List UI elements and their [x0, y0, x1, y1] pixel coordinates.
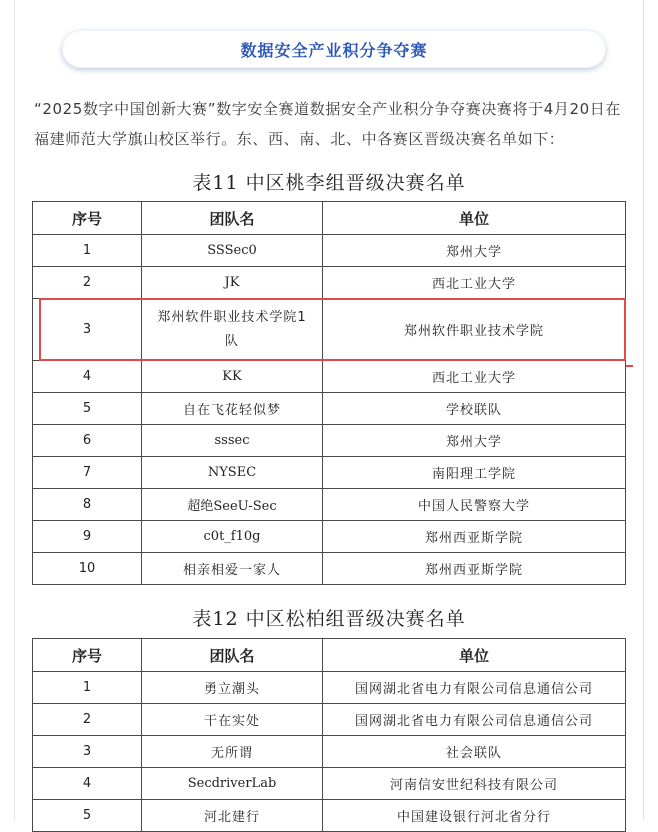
cell-index: 2 — [33, 267, 142, 299]
table1 — [32, 201, 626, 585]
highlight-marker — [626, 365, 633, 367]
cell-unit: 学校联队 — [323, 393, 626, 425]
cell-unit: 郑州大学 — [323, 425, 626, 457]
table-row — [33, 425, 626, 457]
cell-unit: 郑州西亚斯学院 — [323, 521, 626, 553]
section-banner — [62, 30, 606, 68]
table-row — [33, 704, 626, 736]
table2 — [32, 638, 626, 832]
header-team: 团队名 — [142, 639, 323, 672]
cell-index: 8 — [33, 489, 142, 521]
header-unit: 单位 — [323, 202, 626, 235]
table-row — [33, 267, 626, 299]
cell-unit: 河南信安世纪科技有限公司 — [323, 768, 626, 800]
table-row — [33, 361, 626, 393]
table-row — [33, 521, 626, 553]
header-unit: 单位 — [323, 639, 626, 672]
cell-team: 郑州软件职业技术学院1队 — [142, 299, 323, 361]
table2-header-row — [33, 639, 626, 672]
cell-team: 河北建行 — [142, 800, 323, 832]
page-edge-right — [643, 0, 644, 820]
cell-unit: 西北工业大学 — [323, 361, 626, 393]
cell-unit: 中国人民警察大学 — [323, 489, 626, 521]
cell-index: 6 — [33, 425, 142, 457]
cell-index: 1 — [33, 235, 142, 267]
table1-header-row — [33, 202, 626, 235]
cell-index: 10 — [33, 553, 142, 585]
table-row — [33, 553, 626, 585]
cell-team: 勇立潮头 — [142, 672, 323, 704]
cell-team: 自在飞花轻似梦 — [142, 393, 323, 425]
cell-team: c0t_f10g — [142, 521, 323, 553]
cell-unit: 中国建设银行河北省分行 — [323, 800, 626, 832]
cell-team: 干在实处 — [142, 704, 323, 736]
table-row — [33, 489, 626, 521]
cell-index: 7 — [33, 457, 142, 489]
cell-index: 3 — [33, 736, 142, 768]
cell-unit: 国网湖北省电力有限公司信息通信公司 — [323, 672, 626, 704]
cell-index: 3 — [33, 299, 142, 361]
table-row — [33, 736, 626, 768]
header-team: 团队名 — [142, 202, 323, 235]
table-row — [33, 393, 626, 425]
cell-unit: 国网湖北省电力有限公司信息通信公司 — [323, 704, 626, 736]
banner-title: 数据安全产业积分争夺赛 — [240, 40, 428, 60]
table1-title: 表11 中区桃李组晋级决赛名单 — [192, 172, 466, 194]
table2-title: 表12 中区松柏组晋级决赛名单 — [192, 608, 466, 630]
cell-unit: 郑州软件职业技术学院 — [323, 299, 626, 361]
cell-index: 5 — [33, 800, 142, 832]
cell-index: 1 — [33, 672, 142, 704]
cell-team: SecdriverLab — [142, 768, 323, 800]
cell-unit: 郑州大学 — [323, 235, 626, 267]
cell-team: sssec — [142, 425, 323, 457]
table-row — [33, 800, 626, 832]
cell-index: 9 — [33, 521, 142, 553]
cell-unit: 西北工业大学 — [323, 267, 626, 299]
cell-index: 4 — [33, 768, 142, 800]
cell-unit: 社会联队 — [323, 736, 626, 768]
cell-index: 5 — [33, 393, 142, 425]
header-index: 序号 — [33, 639, 142, 672]
cell-team: 相亲相爱一家人 — [142, 553, 323, 585]
intro-paragraph: “2025数字中国创新大赛”数字安全赛道数据安全产业积分争夺赛决赛将于4月20日在福建师范大学旗山校区举行。东、西、南、北、中各赛区晋级决赛名单如下： — [34, 100, 621, 148]
table-row — [33, 457, 626, 489]
table-row — [33, 235, 626, 267]
cell-team: JK — [142, 267, 323, 299]
cell-team: KK — [142, 361, 323, 393]
cell-index: 4 — [33, 361, 142, 393]
header-index: 序号 — [33, 202, 142, 235]
table-row — [33, 299, 626, 361]
cell-team: 无所谓 — [142, 736, 323, 768]
cell-index: 2 — [33, 704, 142, 736]
table-row — [33, 672, 626, 704]
cell-unit: 郑州西亚斯学院 — [323, 553, 626, 585]
table-row — [33, 768, 626, 800]
cell-team: SSSec0 — [142, 235, 323, 267]
cell-team: NYSEC — [142, 457, 323, 489]
page-edge-left — [14, 0, 15, 820]
cell-unit: 南阳理工学院 — [323, 457, 626, 489]
cell-team: 超绝SeeU-Sec — [142, 489, 323, 521]
